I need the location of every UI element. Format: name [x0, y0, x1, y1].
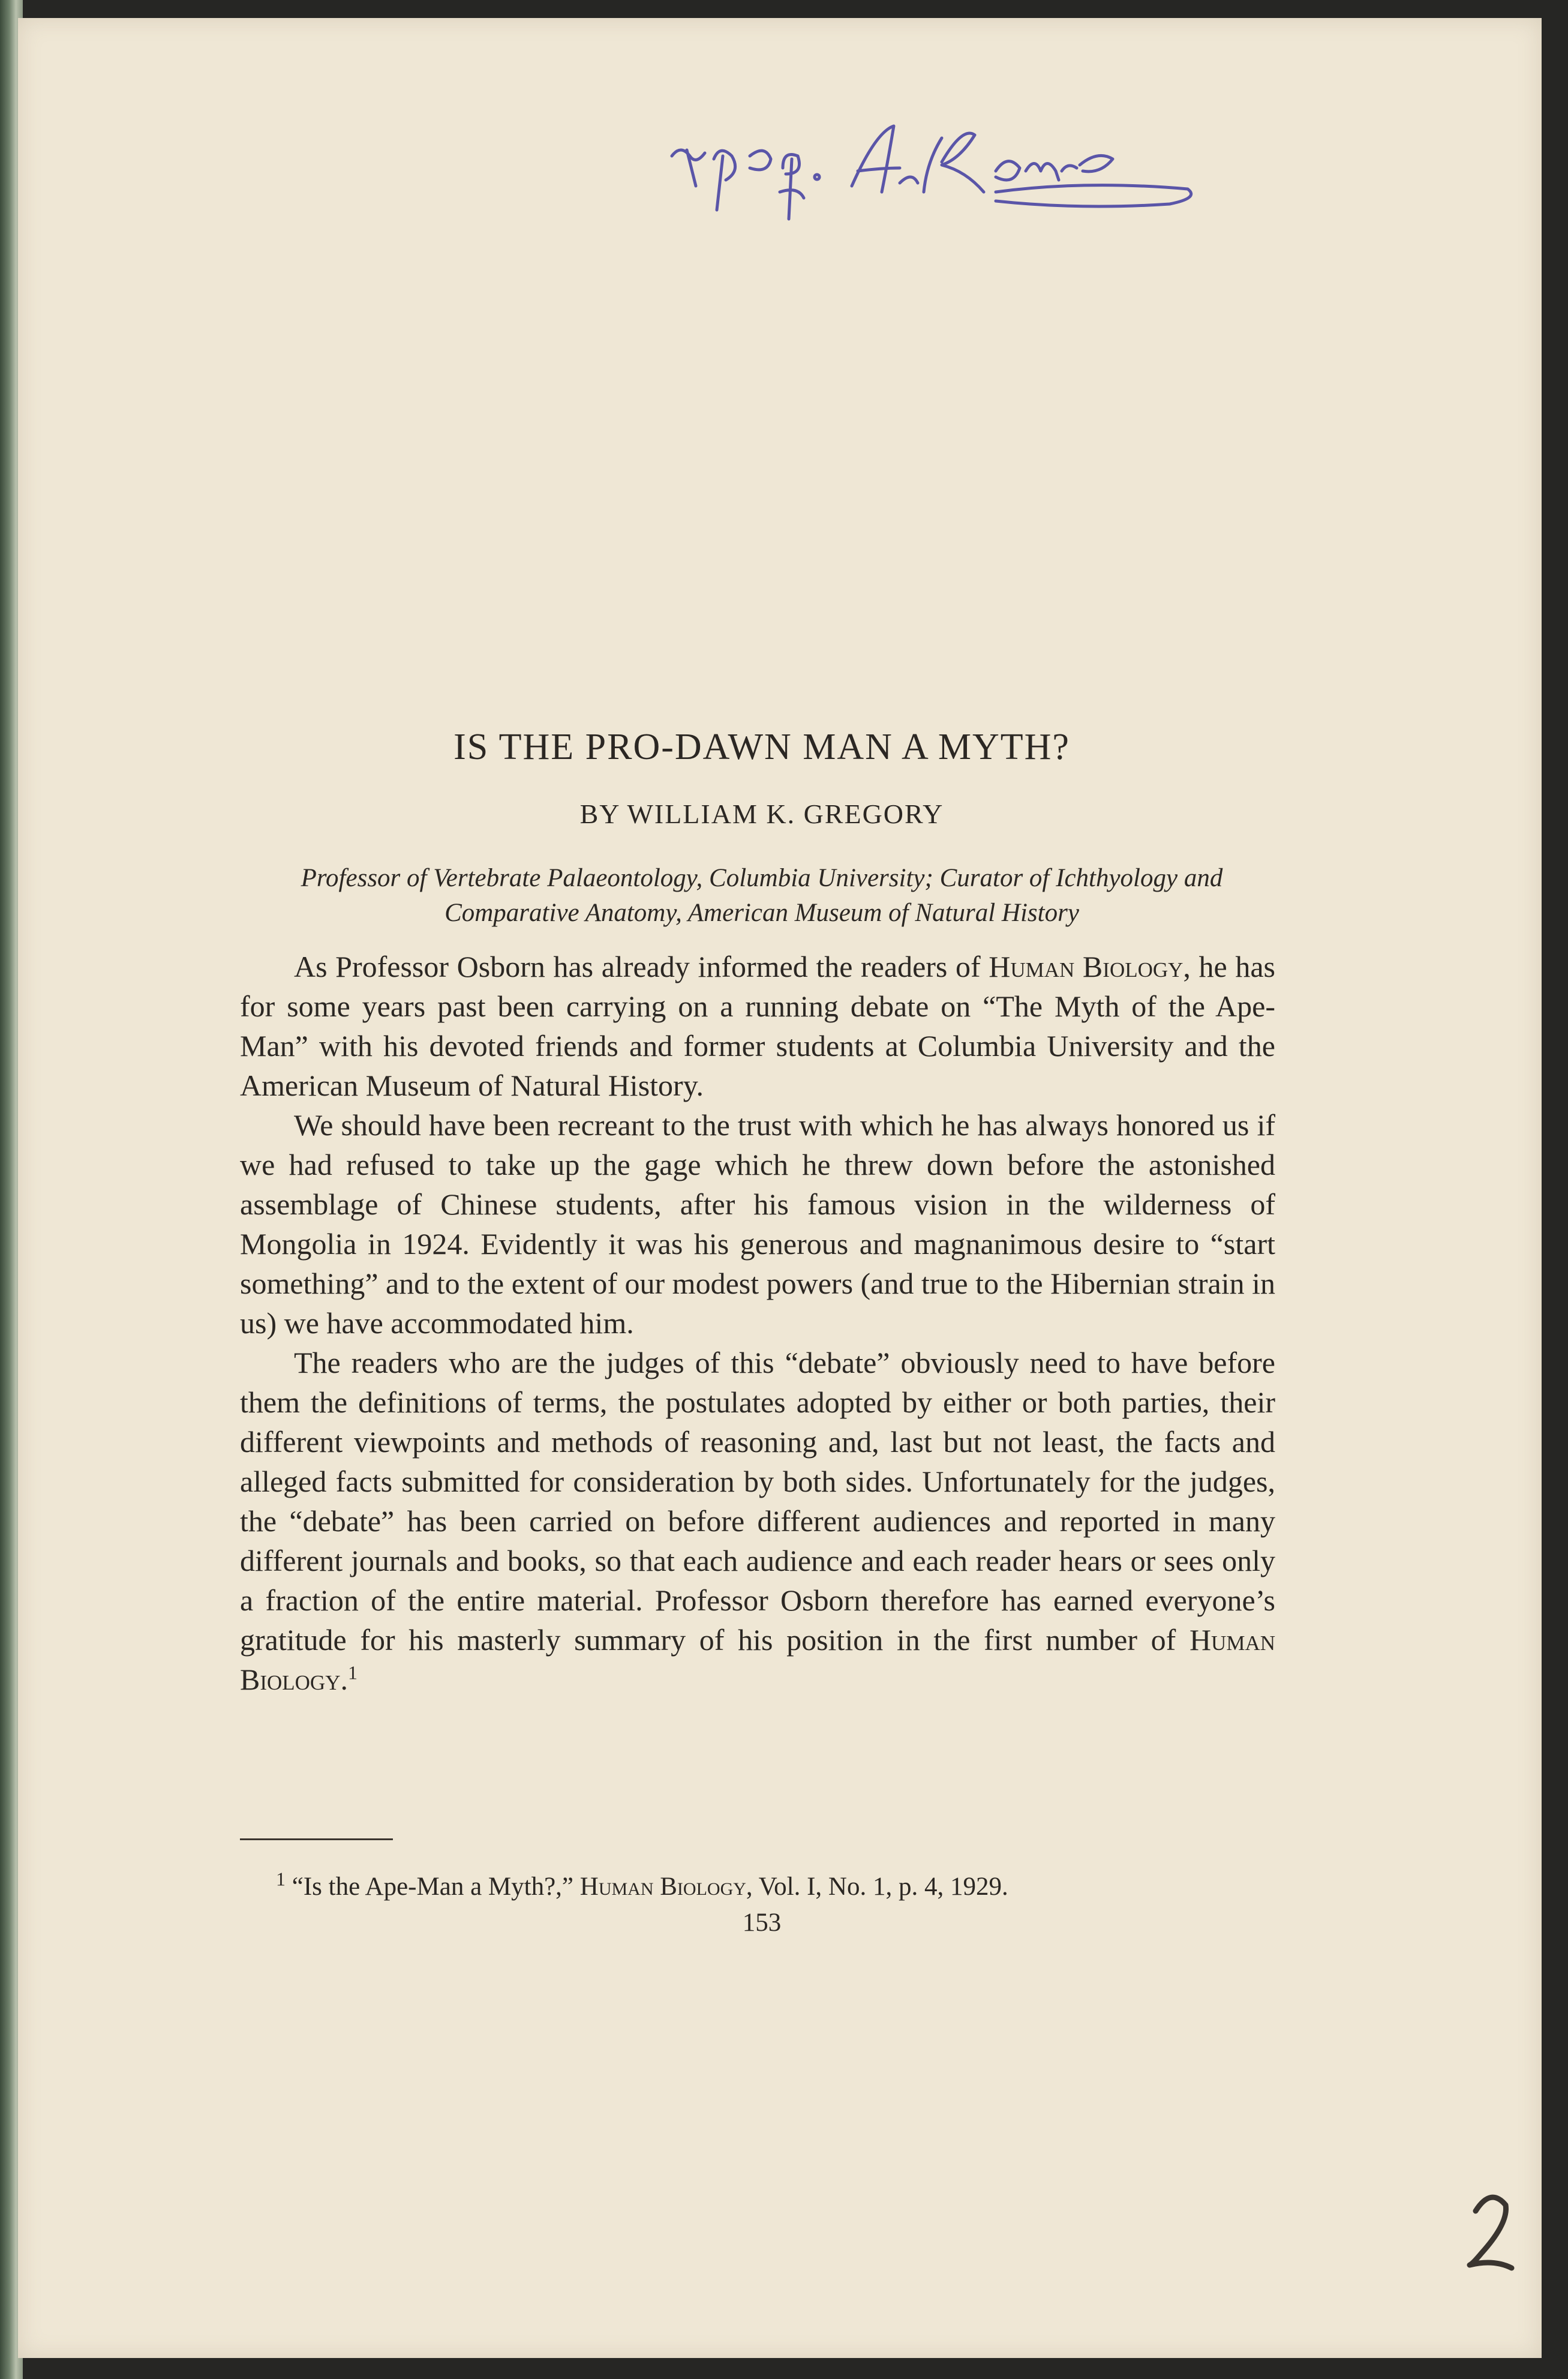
footnote-reference: 1: [348, 1661, 358, 1684]
footnote-text: “Is the Ape-Man a Myth?,”: [292, 1873, 580, 1901]
footnote-mark: 1: [276, 1868, 286, 1890]
article-title: IS THE PRO-DAWN MAN A MYTH?: [453, 727, 1070, 767]
handwritten-folio-number: [1458, 2184, 1524, 2274]
page-number: 153: [742, 1909, 782, 1937]
article-byline: BY WILLIAM K. GREGORY: [579, 799, 944, 829]
paragraph: [240, 1343, 1275, 1699]
journal-name: Human Biology: [989, 950, 1183, 983]
footnote-text: , Vol. I, No. 1, p. 4, 1929.: [746, 1873, 1008, 1901]
paragraph-text: The readers who are the judges of this “debate” obviously need to have before them the definitions of terms, the postulates adopted by either or both parties, their different viewpoints and methods of reasoning and, last but not least, the facts and alleged facts submitted for consideration by both sides. Unfortunately for the judges, the “debate” has been carried on before different audiences and reported in many different journals and books, so that each audience and each reader hears or sees only a fraction of the entire material. Professor Osborn therefore has earned everyone’s gratitude for his masterly summary of his position in the first number of: [240, 1346, 1275, 1657]
paragraph-text: , he has for some years past been carrying on a running debate on “The Myth of the Ape-Man” with his devoted friends and former students at Columbia University and the American Museum of Natural History.: [240, 950, 1275, 1102]
handwritten-note: [660, 114, 1236, 234]
handwritten-signature: [660, 114, 1236, 234]
folio-mark: [1458, 2184, 1524, 2274]
footnote: [276, 1868, 1296, 1901]
document-page: [18, 18, 1542, 2358]
paragraph: We should have been recreant to the trust with which he has always honored us if we had refused to take up the gage which he threw down before the astonished assemblage of Chinese students, after his famous vision in the wilderness of Mongolia in 1924. Evidently it was his generous and magnanimous desire to “start something” and to the extent of our modest powers (and true to the Hibernian strain in us) we have accommodated him.: [240, 1108, 1275, 1340]
paragraph: [240, 947, 1275, 1105]
journal-name: Human Biology: [579, 1873, 746, 1901]
paragraph-text: As Professor Osborn has already informed the readers of: [294, 950, 989, 983]
article-body: [240, 947, 1275, 1699]
journal-name: Human Biology: [240, 1623, 1275, 1696]
affiliation-line: Professor of Vertebrate Palaeontology, Columbia University; Curator of Ichthyology and: [301, 864, 1223, 892]
footnote-divider: [240, 1838, 393, 1840]
paragraph-text: .: [340, 1663, 348, 1696]
author-affiliation: [240, 861, 1284, 931]
affiliation-line: Comparative Anatomy, American Museum of Natural History: [444, 899, 1079, 927]
